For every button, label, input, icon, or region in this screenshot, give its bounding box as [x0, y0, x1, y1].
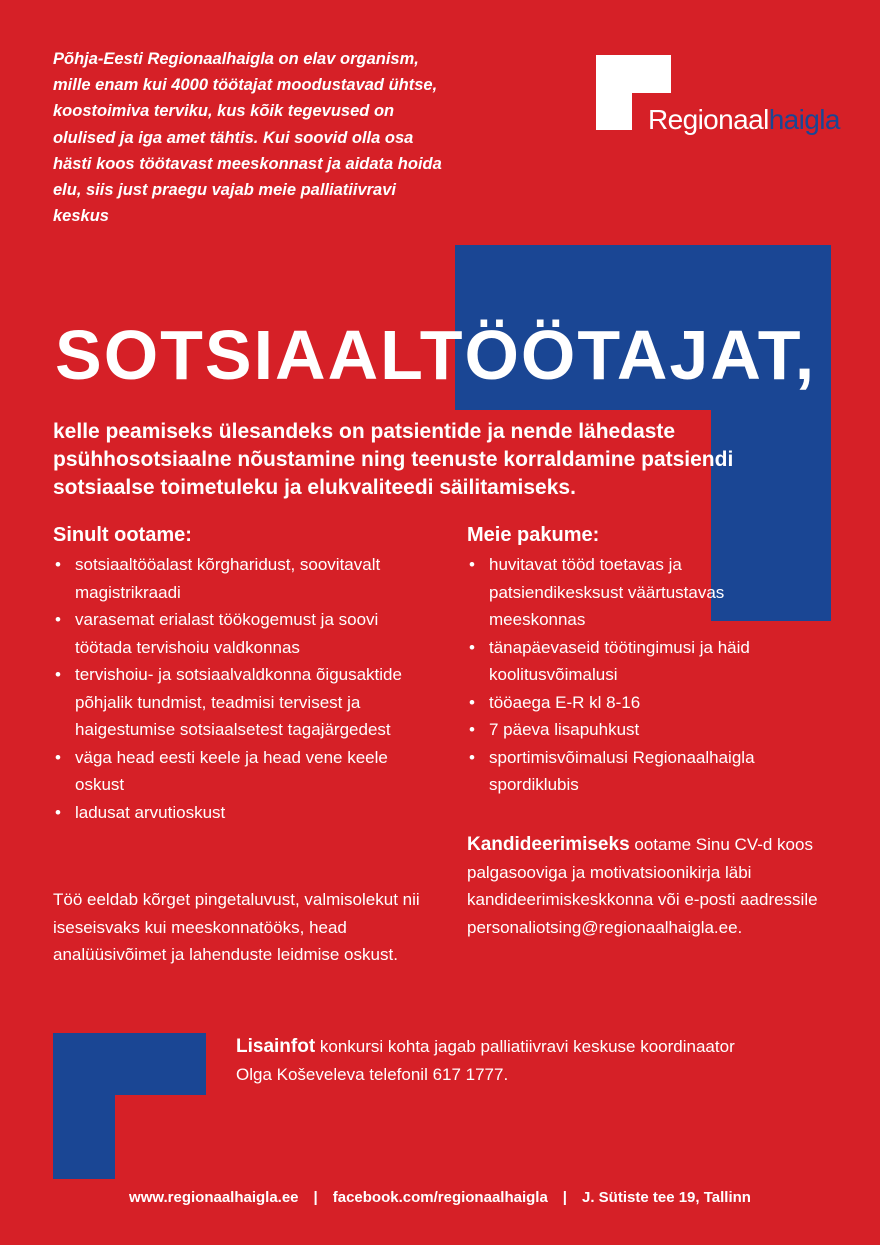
logo-wordmark-part1: Regionaal: [648, 104, 769, 135]
requirements-section: [53, 522, 433, 826]
logo-wordmark-part2: haigla: [768, 104, 840, 135]
blue-corner-shape-bottom: [53, 1033, 206, 1179]
job-title-headline: SOTSIAALTÖÖTAJAT,: [55, 316, 817, 394]
list-item: • väga head eesti keele ja head vene keele oskust: [53, 744, 433, 799]
list-item: • sportimisvõimalusi Regionaalhaigla spordiklubis: [467, 744, 817, 799]
list-item: • tervishoiu- ja sotsiaalvaldkonna õigusaktide põhjalik tundmist, teadmisi tervisest ja haigestumise sotsiaalsetest tagajärgedest: [53, 661, 433, 744]
website-link[interactable]: www.regionaalhaigla.ee: [129, 1189, 299, 1206]
intro-text: Põhja-Eesti Regionaalhaigla on elav organism, mille enam kui 4000 töötajat moodustavad ühtse, koostoimiva terviku, kus kõik tegevused on olulised ja iga amet tähtis. Kui soovid olla osa hästi koos töötavast meeskonnast ja aidata hoida elu, siis just praegu vajab meie palliatiivravi keskus: [53, 50, 442, 226]
list-item: • 7 päeva lisapuhkust: [467, 716, 817, 744]
application-title: Kandideerimiseks: [467, 834, 630, 855]
contact-info: [236, 1033, 756, 1089]
contact-info-title: Lisainfot: [236, 1036, 316, 1057]
address-text: J. Sütiste tee 19, Tallinn: [582, 1189, 751, 1206]
application-text: ootame Sinu CV-d koos palgasooviga ja motivatsioonikirja läbi kandideerimiskeskkonna või e-posti aadressile personaliotsing@regionaalhaigla.ee.: [467, 835, 818, 937]
list-item: • ladusat arvutioskust: [53, 799, 433, 827]
footer: [0, 1186, 880, 1210]
requirements-note: Töö eeldab kõrget pingetaluvust, valmisolekut nii iseseisvaks kui meeskonnatööks, head analüüsivõimet ja lahenduste leidmise oskust.: [53, 890, 420, 964]
facebook-link[interactable]: facebook.com/regionaalhaigla: [332, 1189, 548, 1206]
contact-info-text: konkursi kohta jagab palliatiivravi keskuse koordinaator Olga Koševeleva telefonil 617 1777.: [236, 1037, 735, 1084]
offer-list: [467, 551, 817, 799]
list-item: • tööaega E-R kl 8-16: [467, 689, 817, 717]
list-item: • huvitavat tööd toetavas ja patsiendikesksust väärtustavas meeskonnas: [467, 551, 817, 634]
logo-wordmark: [648, 100, 840, 140]
application-instructions: [467, 831, 847, 941]
list-item: • sotsiaaltööalast kõrgharidust, soovitavalt magistrikraadi: [53, 551, 433, 606]
footer-separator: |: [562, 1189, 567, 1206]
requirements-list: [53, 551, 433, 826]
job-description-lead: kelle peamiseks ülesandeks on patsientide ja nende lähedaste psühhosotsiaalne nõustamine ning teenuste korraldamine patsiendi sotsiaalse toimetuleku ja elukvaliteedi säilitamiseks.: [53, 420, 734, 499]
offer-title: Meie pakume:: [467, 524, 600, 546]
list-item: • varasemat erialast töökogemust ja soovi töötada tervishoiu valdkonnas: [53, 606, 433, 661]
footer-separator: |: [313, 1189, 318, 1206]
list-item: • tänapäevaseid töötingimusi ja häid koolitusvõimalusi: [467, 634, 817, 689]
offer-section: [467, 522, 817, 799]
requirements-title: Sinult ootame:: [53, 524, 192, 546]
